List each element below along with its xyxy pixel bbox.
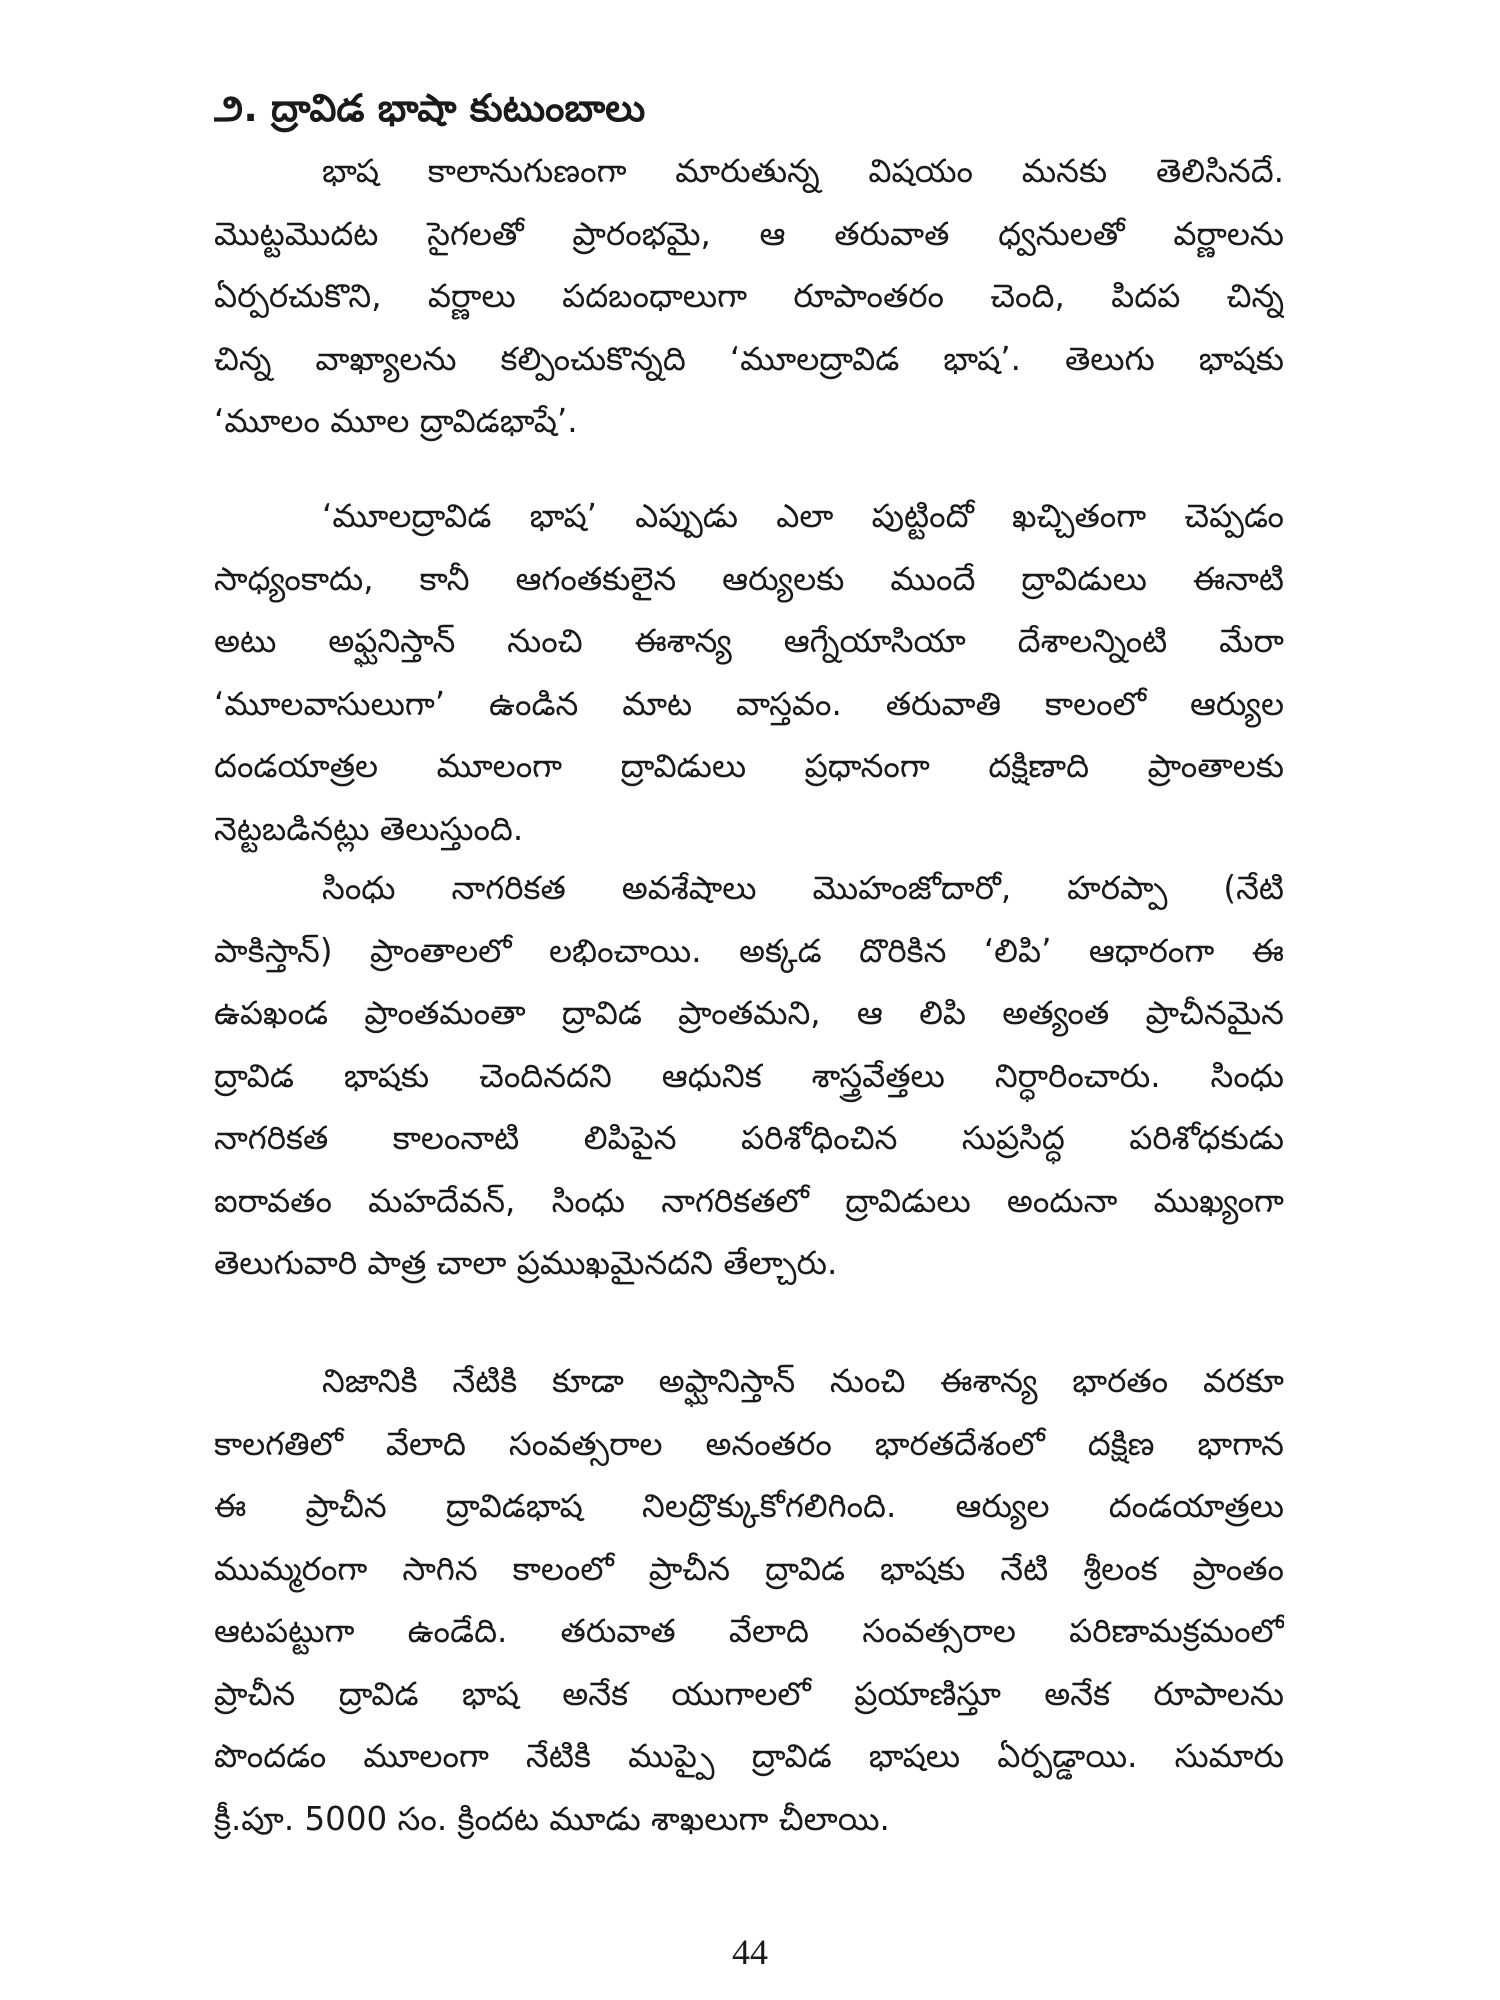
paragraph-line: ‘మూలవాసులుగా’ ఉండిన మాట వాస్తవం. తరువాతి కాలంలో ఆర్యుల — [214, 684, 1284, 723]
paragraph-line: ముమ్మరంగా సాగిన కాలంలో ప్రాచీన ద్రావిడ భాషకు నేటి శ్రీలంక ప్రాంతం — [214, 1549, 1284, 1588]
paragraph-line: ‘మూలద్రావిడ భాష’ ఎప్పుడు ఎలా పుట్టిందో ఖచ్చితంగా చెప్పడం — [322, 497, 1284, 535]
paragraph-4 — [214, 1350, 1284, 1850]
paragraph-line: ప్రాచీన ద్రావిడ భాష అనేక యుగాలలో ప్రయాణిస్తూ అనేక రూపాలను — [214, 1674, 1284, 1713]
paragraph-line: పొందడం మూలంగా నేటికి ముప్పై ద్రావిడ భాషలు ఏర్పడ్డాయి. సుమారు — [214, 1737, 1284, 1775]
paragraph-1 — [214, 140, 1284, 453]
paragraph-line: నెట్టబడినట్లు తెలుస్తుంది. — [214, 809, 524, 848]
paragraph-line: ద్రావిడ భాషకు చెందినదని ఆధునిక శాస్త్రవేత్తలు నిర్ధారించారు. సింధు — [214, 1056, 1284, 1095]
paragraph-2 — [214, 485, 1284, 860]
paragraph-line: ఐరావతం మహదేవన్, సింధు నాగరికతలో ద్రావిడులు అందునా ముఖ్యంగా — [214, 1181, 1284, 1220]
page-number: 44 — [732, 1932, 768, 1972]
paragraph-line: భాష కాలానుగుణంగా మారుతున్న విషయం మనకు తెలిసినదే. — [322, 152, 1284, 190]
paragraph-line: ‘మూలం మూల ద్రావిడభాషే’. — [214, 402, 578, 440]
paragraph-line: అటు అఫ్ఘనిస్తాన్ నుంచి ఈశాన్య ఆగ్నేయాసియా దేశాలన్నింటి మేరా — [214, 622, 1284, 660]
paragraph-line: చిన్న వాఖ్యాలను కల్పించుకొన్నది ‘మూలద్రావిడ భాష’. తెలుగు భాషకు — [214, 339, 1284, 378]
paragraph-line: క్రీ.పూ. 5000 సం. క్రిందట మూడు శాఖలుగా చీలాయి. — [214, 1799, 890, 1838]
paragraph-line: ఆటపట్టుగా ఉండేది. తరువాత వేలాది సంవత్సరాల పరిణామక్రమంలో — [214, 1612, 1284, 1650]
paragraph-line: నిజానికి నేటికి కూడా అఫ్ఘానిస్తాన్ నుంచి ఈశాన్య భారతం వరకూ — [322, 1362, 1284, 1400]
paragraph-line: దండయాత్రల మూలంగా ద్రావిడులు ప్రధానంగా దక్షిణాది ప్రాంతాలకు — [214, 747, 1284, 785]
section-heading: ౨. ద్రావిడ భాషా కుటుంబాలు — [214, 86, 646, 130]
paragraph-line: ఈ ప్రాచీన ద్రావిడభాష నిలద్రొక్కుకోగలిగింది. ఆర్యుల దండయాత్రలు — [214, 1487, 1284, 1525]
paragraph-line: ఏర్పరచుకొని, వర్ణాలు పదబంధాలుగా రూపాంతరం చెంది, పిదప చిన్న — [214, 277, 1284, 315]
paragraph-line: పాకిస్తాన్) ప్రాంతాలలో లభించాయి. అక్కడ దొరికిన ‘లిపి’ ఆధారంగా ఈ — [214, 931, 1284, 970]
paragraph-line: కాలగతిలో వేలాది సంవత్సరాల అనంతరం భారతదేశంలో దక్షిణ భాగాన — [214, 1424, 1284, 1463]
paragraph-line: మొట్టమొదట సైగలతో ప్రారంభమై, ఆ తరువాత ధ్వనులతో వర్ణాలను — [214, 214, 1284, 253]
paragraph-line: తెలుగువారి పాత్ర చాలా ప్రముఖమైనదని తేల్చారు. — [214, 1244, 838, 1282]
paragraph-3 — [214, 857, 1284, 1295]
paragraph-line: సాధ్యంకాదు, కానీ ఆగంతకులైన ఆర్యులకు ముందే ద్రావిడులు ఈనాటి — [214, 559, 1284, 598]
paragraph-line: సింధు నాగరికత అవశేషాలు మొహంజోదారో, హరప్పా (నేటి — [322, 869, 1284, 907]
paragraph-line: నాగరికత కాలంనాటి లిపిపైన పరిశోధించిన సుప్రసిద్ధ పరిశోధకుడు — [214, 1119, 1284, 1157]
paragraph-line: ఉపఖండ ప్రాంతమంతా ద్రావిడ ప్రాంతమని, ఆ లిపి అత్యంత ప్రాచీనమైన — [214, 994, 1284, 1032]
